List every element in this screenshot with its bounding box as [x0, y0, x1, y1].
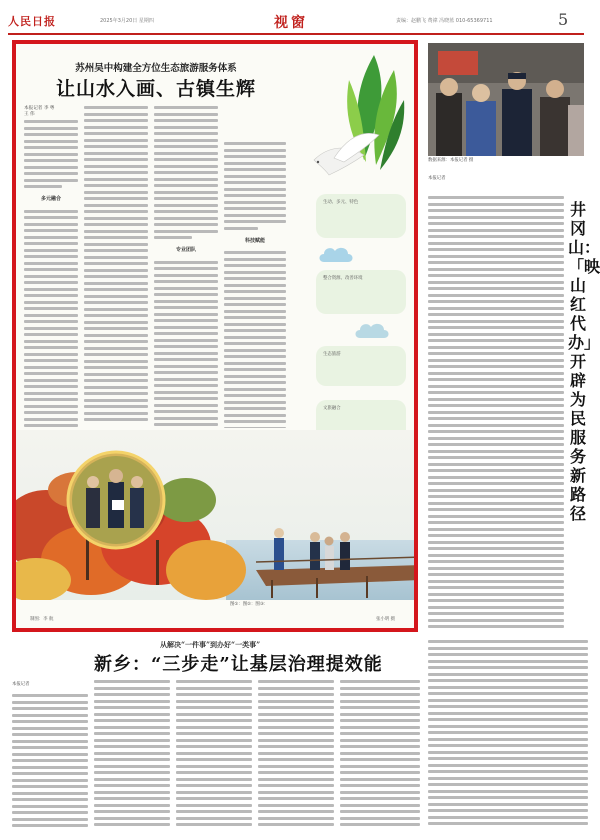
cloud-icon: [352, 318, 392, 342]
autumn-scene-photo: [16, 430, 418, 600]
cloud-icon: [316, 242, 356, 266]
bottom-article-column-3: [176, 680, 252, 834]
bottom-article-column-2: [94, 680, 170, 834]
bottom-article-kicker: 从解决“一件事”到办好“一类事”: [160, 640, 261, 649]
feature-photo-credit: 张小明 摄: [376, 617, 395, 622]
right-article-headline: 井冈山：「映山红代办」开辟为民服务新路径: [568, 200, 600, 523]
right-article-byline: 本报记者: [428, 176, 446, 181]
feature-column-1: [24, 120, 78, 428]
feature-subhead-3: 科技赋能: [244, 237, 265, 244]
bottom-article-byline: 本报记者: [12, 682, 30, 687]
bottom-article-column-1: [12, 694, 88, 834]
feature-bubble-1: 生动、多元、特色: [316, 194, 406, 238]
feature-headline: 让山水入画、古镇生辉: [55, 78, 256, 100]
page-number: 5: [558, 10, 569, 29]
service-scene-photo: [428, 43, 584, 156]
feature-article: [12, 40, 418, 632]
bottom-article-headline: 新乡：“三步走”让基层治理提效能: [94, 654, 383, 675]
right-photo-caption: 数据来源：本报记者 摄: [428, 158, 474, 163]
feature-column-3: [154, 106, 218, 428]
feature-column-2: [84, 106, 148, 428]
masthead: [0, 0, 600, 36]
editor-line: 责编：赵鹏飞 费禕 冯晓蓝 010-65369711: [396, 18, 493, 24]
bottom-article-column-5: [340, 680, 420, 834]
feature-subhead-2: 专业团队: [175, 247, 196, 253]
feature-illustration-credit: 制图：李 航: [30, 617, 54, 622]
feature-byline: 本报记者 李 粤 王 伟: [24, 106, 55, 117]
feature-bubble-2: 整合资源、改善环境: [316, 270, 406, 314]
feature-photo-caption: 图①：图②：图③：: [230, 602, 269, 607]
section-title: 视窗: [274, 15, 308, 31]
bottom-article-column-4: [258, 680, 334, 834]
masthead-rule: [8, 33, 584, 35]
feature-column-4: [224, 142, 286, 428]
newspaper-logo: 人民日报: [8, 15, 56, 28]
feature-subhead-1: 多元融合: [40, 196, 61, 202]
feature-kicker: 苏州吴中构建全方位生态旅游服务体系: [75, 63, 237, 74]
feature-bubble-3: 生态旅游: [316, 346, 406, 386]
feature-bubble-4: 文旅融合: [316, 400, 406, 446]
issue-date: 2025年3月20日 星期四: [100, 18, 154, 24]
right-article-column-2: [428, 640, 588, 834]
right-news-photo: [428, 43, 584, 156]
leaves-dove-illustration: [294, 50, 414, 200]
right-article-column-1: [428, 196, 564, 636]
